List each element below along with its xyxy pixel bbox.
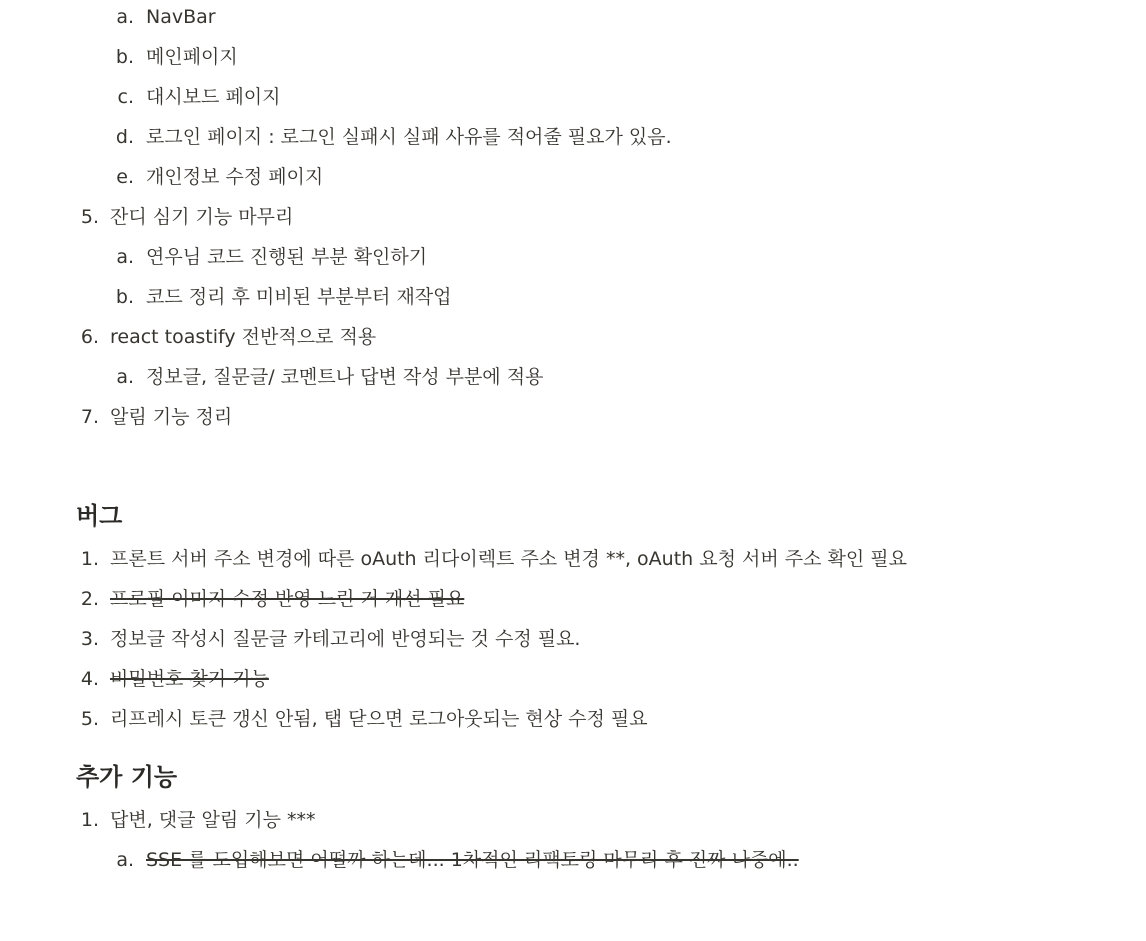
list-item [0, 204, 1146, 230]
list-marker: c. [117, 86, 134, 108]
list-item [0, 626, 1146, 652]
list-item-text: 코드 정리 후 미비된 부분부터 재작업 [146, 286, 452, 308]
list-item [0, 666, 1146, 692]
list-marker: 1. [80, 548, 99, 570]
list-item-text: SSE 를 도입해보면 어떨까 하는데... 1차적인 리팩토링 마무리 후 진짜 나중에.. [146, 849, 799, 871]
list-item-text: react toastify 전반적으로 적용 [110, 326, 377, 348]
list-item [0, 847, 1146, 873]
list-item [0, 586, 1146, 612]
list-marker: 1. [80, 809, 99, 831]
list-item-text: 리프레시 토큰 갱신 안됨, 탭 닫으면 로그아웃되는 현상 수정 필요 [110, 708, 648, 730]
list-item-text: 정보글, 질문글/ 코멘트나 답변 작성 부분에 적용 [146, 366, 544, 388]
list-item-text: NavBar [146, 6, 216, 28]
list-item [0, 284, 1146, 310]
list-marker: 7. [80, 406, 99, 428]
list-marker: b. [115, 46, 134, 68]
list-item [0, 404, 1146, 430]
list-marker: a. [116, 366, 134, 388]
list-item [0, 706, 1146, 732]
list-item [0, 4, 1146, 30]
list-item-text: 비밀번호 찾기 기능 [110, 668, 269, 690]
section-heading-features: 추가 기능 [76, 763, 178, 791]
list-item-text: 로그인 페이지 : 로그인 실패시 실패 사유를 적어줄 필요가 있음. [146, 126, 672, 148]
list-item [0, 84, 1146, 110]
list-item [0, 164, 1146, 190]
list-item-text: 잔디 심기 기능 마무리 [110, 206, 294, 228]
list-marker: d. [115, 126, 134, 148]
list-item-text: 메인페이지 [146, 46, 238, 68]
list-item-text: 개인정보 수정 페이지 [146, 166, 324, 188]
list-item-text: 프론트 서버 주소 변경에 따른 oAuth 리다이렉트 주소 변경 **, oAuth 요청 서버 주소 확인 필요 [110, 548, 907, 570]
list-marker: a. [116, 849, 134, 871]
list-marker: 5. [80, 708, 99, 730]
list-marker: a. [116, 6, 134, 28]
list-item [0, 546, 1146, 572]
list-marker: 2. [80, 588, 99, 610]
list-item-text: 프로필 이미지 수정 반영 느린 거 개선 필요 [110, 588, 465, 610]
list-marker: a. [116, 246, 134, 268]
list-item [0, 124, 1146, 150]
list-item [0, 324, 1146, 350]
list-item-text: 연우님 코드 진행된 부분 확인하기 [146, 246, 428, 268]
list-marker: 4. [80, 668, 99, 690]
list-item-text: 정보글 작성시 질문글 카테고리에 반영되는 것 수정 필요. [110, 628, 581, 650]
list-marker: b. [115, 286, 134, 308]
list-marker: 3. [80, 628, 99, 650]
list-item-text: 답변, 댓글 알림 기능 *** [110, 809, 316, 831]
list-item [0, 364, 1146, 390]
list-marker: e. [116, 166, 134, 188]
section-heading-bugs: 버그 [76, 502, 123, 530]
list-marker: 5. [80, 206, 99, 228]
list-item [0, 244, 1146, 270]
list-item-text: 알림 기능 정리 [110, 406, 233, 428]
list-item [0, 44, 1146, 70]
list-marker: 6. [80, 326, 99, 348]
list-item [0, 807, 1146, 833]
list-item-text: 대시보드 페이지 [146, 86, 281, 108]
